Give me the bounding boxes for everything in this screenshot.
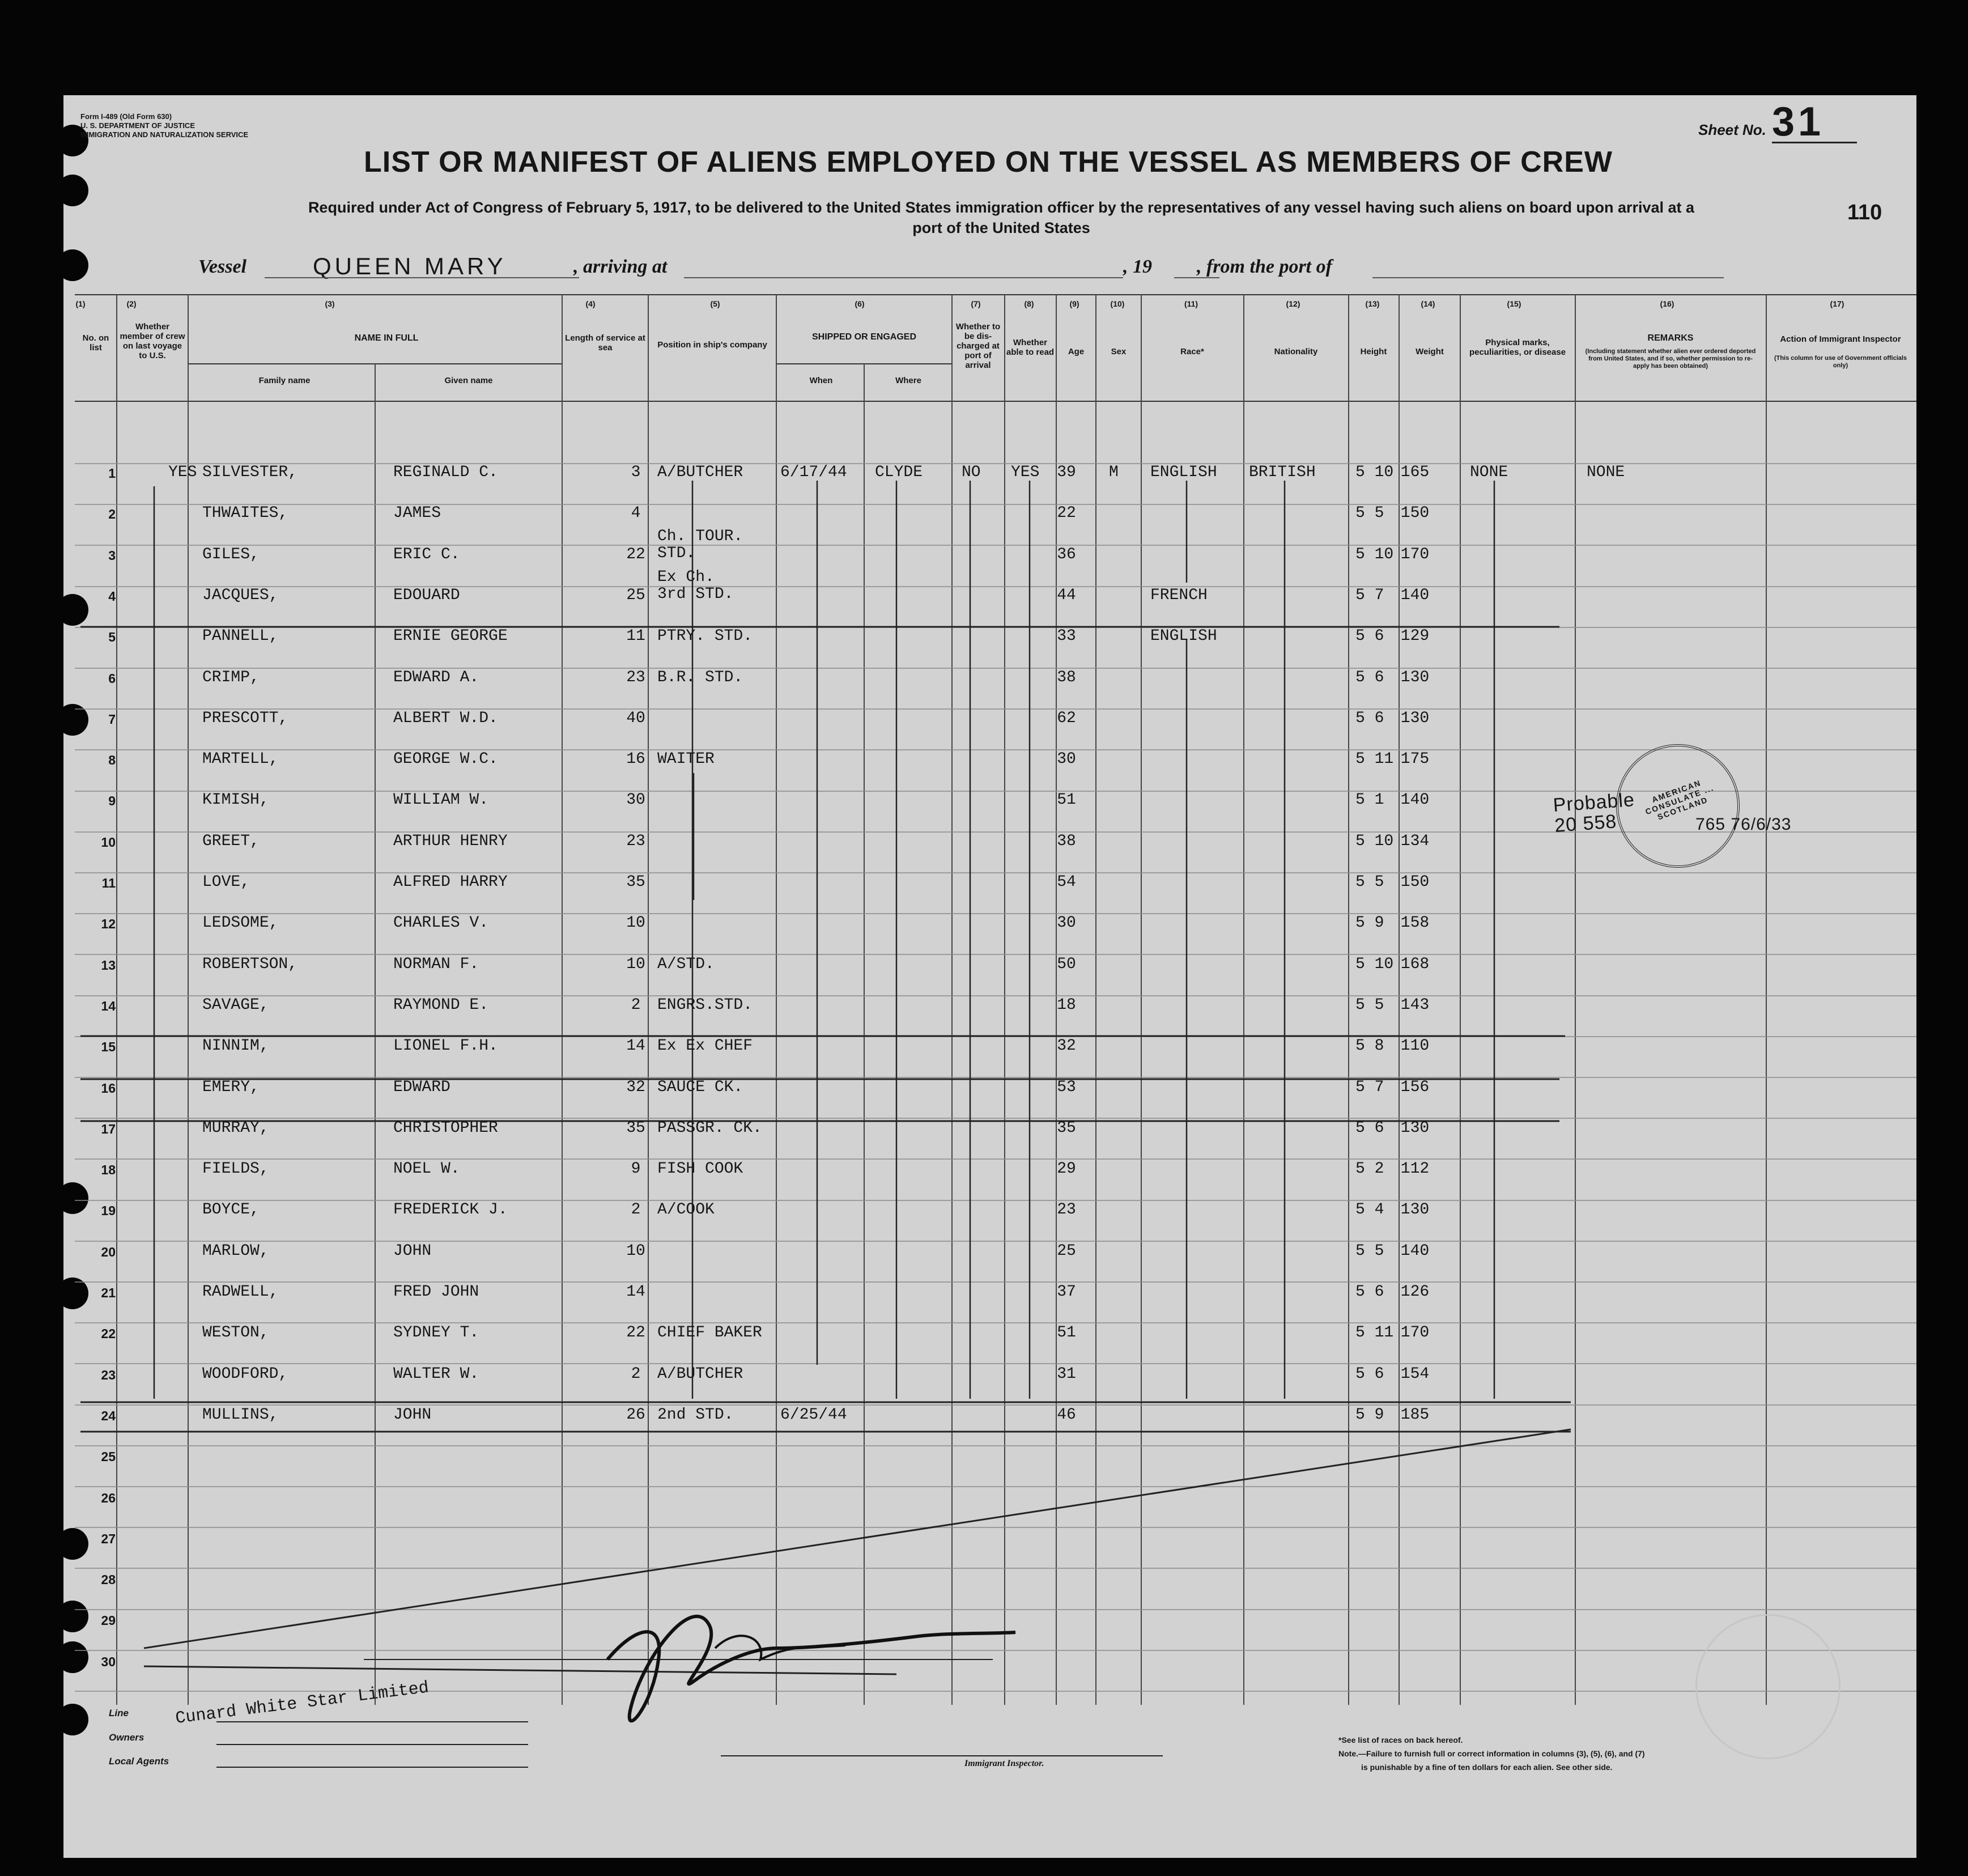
age: 18 <box>1057 996 1076 1014</box>
header-given-name: Given name <box>444 376 493 385</box>
given-name: RAYMOND E. <box>393 996 489 1014</box>
discharged: NO <box>962 464 981 481</box>
header-shipped-engaged: SHIPPED OR ENGAGED <box>811 332 917 342</box>
given-name: SYDNEY T. <box>393 1324 479 1342</box>
row-number: 18 <box>101 1162 116 1177</box>
weight: 140 <box>1400 791 1430 809</box>
given-name: REGINALD C. <box>393 464 498 481</box>
weight: 158 <box>1400 914 1430 932</box>
family-name: MARLOW, <box>202 1242 269 1260</box>
age: 44 <box>1057 587 1076 604</box>
row-number: 23 <box>101 1368 116 1382</box>
column-number: (15) <box>1507 299 1521 308</box>
family-name: RADWELL, <box>202 1283 279 1301</box>
given-name: WALTER W. <box>393 1365 479 1383</box>
row-number: 28 <box>101 1572 116 1587</box>
height: 5 5 <box>1355 873 1384 891</box>
age: 38 <box>1057 833 1076 850</box>
weight: 130 <box>1400 1119 1430 1137</box>
header-remarks: REMARKS <box>1647 333 1694 343</box>
given-name: JOHN <box>393 1242 432 1260</box>
height: 5 8 <box>1355 1037 1384 1055</box>
row-number: 2 <box>108 507 116 521</box>
family-name: GILES, <box>202 546 260 563</box>
header-no-on-list: No. on list <box>82 333 109 353</box>
given-name: EDOUARD <box>393 587 460 604</box>
row-number: 25 <box>101 1449 116 1464</box>
header-when: When <box>809 376 833 385</box>
inspector-label: Immigrant Inspector. <box>964 1759 1044 1768</box>
header-member-crew: Whether member of crew on last voyage to U.S. <box>120 322 185 360</box>
sheet-label: Sheet No. <box>1698 121 1766 138</box>
header-weight: Weight <box>1416 347 1444 356</box>
row-number: 30 <box>101 1654 116 1669</box>
race: ENGLISH <box>1150 627 1217 645</box>
shipped-when: 6/17/44 <box>780 464 847 481</box>
given-name: NOEL W. <box>393 1160 460 1178</box>
weight: 129 <box>1400 627 1430 645</box>
header-height: Height <box>1360 347 1387 356</box>
row-number: 26 <box>101 1491 116 1505</box>
column-number: (13) <box>1365 299 1380 308</box>
family-name: LEDSOME, <box>202 914 279 932</box>
age: 37 <box>1057 1283 1076 1301</box>
column-number: (12) <box>1286 299 1300 308</box>
age: 25 <box>1057 1242 1076 1260</box>
row-number: 16 <box>101 1081 116 1096</box>
row-number: 14 <box>101 999 116 1013</box>
row-number: 4 <box>108 589 116 604</box>
position: SAUCE CK. <box>657 1079 743 1096</box>
header-age: Age <box>1068 347 1085 356</box>
weight: 150 <box>1400 873 1430 891</box>
page-title: LIST OR MANIFEST OF ALIENS EMPLOYED ON THE VESSEL AS MEMBERS OF CREW <box>364 146 1613 179</box>
height: 5 1 <box>1355 791 1384 809</box>
weight: 140 <box>1400 1242 1430 1260</box>
length-of-service: 10 <box>626 1242 645 1260</box>
header-length-service: Length of service at sea <box>565 333 645 353</box>
owners-value: Cunard White Star Limited <box>174 1678 430 1729</box>
length-of-service: 10 <box>626 956 645 973</box>
row-number: 19 <box>101 1203 116 1218</box>
row-number: 24 <box>101 1408 116 1423</box>
family-name: BOYCE, <box>202 1201 260 1219</box>
column-number: (3) <box>325 299 335 308</box>
header-sex: Sex <box>1111 347 1127 356</box>
column-number: (6) <box>855 299 865 308</box>
length-of-service: 26 <box>626 1406 645 1424</box>
column-number: (16) <box>1660 299 1674 308</box>
position: STD. <box>657 545 696 562</box>
length-of-service: 9 <box>631 1160 641 1178</box>
family-name: KIMISH, <box>202 791 269 809</box>
family-name: MARTELL, <box>202 750 279 768</box>
weight: 168 <box>1400 956 1430 973</box>
row-number: 22 <box>101 1326 116 1341</box>
height: 5 6 <box>1355 710 1384 727</box>
height: 5 6 <box>1355 669 1384 686</box>
age: 46 <box>1057 1406 1076 1424</box>
weight: 170 <box>1400 1324 1430 1342</box>
given-name: JAMES <box>393 504 441 522</box>
position: PTRY. STD. <box>657 627 753 645</box>
column-number: (2) <box>126 299 137 308</box>
row-number: 29 <box>101 1613 116 1628</box>
given-name: ERNIE GEORGE <box>393 627 508 645</box>
height: 5 5 <box>1355 504 1384 522</box>
header-physical-marks: Physical marks, peculiarities, or disease <box>1469 338 1566 357</box>
position: Ch. TOUR. <box>657 528 743 545</box>
given-name: FREDERICK J. <box>393 1201 508 1219</box>
page-code: 110 <box>1847 201 1882 224</box>
header-action-note: (This column for use of Government officials only) <box>1774 355 1907 369</box>
nationality: BRITISH <box>1249 464 1316 481</box>
physical-marks: NONE <box>1470 464 1508 481</box>
height: 5 10 <box>1355 956 1394 973</box>
height: 5 6 <box>1355 627 1384 645</box>
given-name: FRED JOHN <box>393 1283 479 1301</box>
row-number: 12 <box>101 916 116 931</box>
header-remarks-note: (Including statement whether alien ever ordered deported from United States, and if so, whether permission to re-apply has been obtained) <box>1585 348 1756 370</box>
row-number: 10 <box>101 835 116 850</box>
page-subtitle: Required under Act of Congress of February 5, 1917, to be delivered to the United States immigration officer by the representatives of any vessel having such aliens on board upon arrival at a port of the United States <box>308 199 1695 236</box>
line-label: Line <box>109 1708 129 1718</box>
weight: 112 <box>1400 1160 1430 1178</box>
length-of-service: 25 <box>626 587 645 604</box>
manifest-sheet <box>63 95 1916 1858</box>
weight: 165 <box>1400 464 1430 481</box>
height: 5 7 <box>1355 587 1384 604</box>
length-of-service: 3 <box>631 464 641 481</box>
row-number: 5 <box>108 630 116 644</box>
row-number: 13 <box>101 958 116 973</box>
arriving-label: , arriving at <box>573 256 668 277</box>
family-name: SILVESTER, <box>202 464 298 481</box>
height: 5 11 <box>1355 750 1394 768</box>
position: PASSGR. CK. <box>657 1119 762 1137</box>
weight: 134 <box>1400 833 1430 850</box>
length-of-service: 2 <box>631 1201 641 1219</box>
family-name: MULLINS, <box>202 1406 279 1424</box>
given-name: GEORGE W.C. <box>393 750 498 768</box>
weight: 156 <box>1400 1079 1430 1096</box>
header-nationality: Nationality <box>1274 347 1318 356</box>
column-number: (8) <box>1024 299 1034 308</box>
age: 39 <box>1057 464 1076 481</box>
age: 50 <box>1057 956 1076 973</box>
length-of-service: 2 <box>631 1365 641 1383</box>
from-port-label: , from the port of <box>1197 256 1332 277</box>
shipped-where: CLYDE <box>875 464 923 481</box>
form-identifier: Form I-489 (Old Form 630) U. S. DEPARTMENT OF JUSTICE IMMIGRATION AND NATURALIZATION SERVICE <box>80 112 249 139</box>
position: A/COOK <box>657 1201 715 1219</box>
given-name: WILLIAM W. <box>393 791 489 809</box>
column-number: (1) <box>75 299 86 308</box>
row-number: 3 <box>108 548 116 563</box>
age: 51 <box>1057 1324 1076 1342</box>
height: 5 9 <box>1355 1406 1384 1424</box>
row-number: 8 <box>108 753 116 767</box>
family-name: CRIMP, <box>202 669 260 686</box>
given-name: CHRISTOPHER <box>393 1119 498 1137</box>
position: ENGRS.STD. <box>657 996 753 1014</box>
height: 5 4 <box>1355 1201 1384 1219</box>
row-number: 11 <box>101 876 116 890</box>
weight: 130 <box>1400 669 1430 686</box>
age: 36 <box>1057 546 1076 563</box>
age: 23 <box>1057 1201 1076 1219</box>
age: 31 <box>1057 1365 1076 1383</box>
race: ENGLISH <box>1150 464 1217 481</box>
column-number: (10) <box>1110 299 1125 308</box>
age: 38 <box>1057 669 1076 686</box>
length-of-service: 30 <box>626 791 645 809</box>
column-number: (7) <box>971 299 981 308</box>
given-name: EDWARD <box>393 1079 450 1096</box>
consulate-stamp: AMERICAN CONSULATE ... SCOTLAND <box>1616 744 1740 868</box>
length-of-service: 14 <box>626 1283 645 1301</box>
weight: 150 <box>1400 504 1430 522</box>
header-action: Action of Immigrant Inspector <box>1780 334 1901 344</box>
agents-label: Local Agents <box>109 1756 169 1767</box>
length-of-service: 35 <box>626 873 645 891</box>
header-where: Where <box>895 376 921 385</box>
weight: 185 <box>1400 1406 1430 1424</box>
age: 32 <box>1057 1037 1076 1055</box>
weight: 130 <box>1400 1201 1430 1219</box>
height: 5 7 <box>1355 1079 1384 1096</box>
position: A/BUTCHER <box>657 1365 743 1383</box>
age: 30 <box>1057 750 1076 768</box>
given-name: ALBERT W.D. <box>393 710 498 727</box>
height: 5 2 <box>1355 1160 1384 1178</box>
column-number: (17) <box>1830 299 1844 308</box>
length-of-service: 40 <box>626 710 645 727</box>
family-name: EMERY, <box>202 1079 260 1096</box>
height: 5 5 <box>1355 1242 1384 1260</box>
age: 51 <box>1057 791 1076 809</box>
position: CHIEF BAKER <box>657 1324 762 1342</box>
row-number: 15 <box>101 1039 116 1054</box>
age: 53 <box>1057 1079 1076 1096</box>
family-name: LOVE, <box>202 873 250 891</box>
length-of-service: 4 <box>631 504 641 522</box>
position: FISH COOK <box>657 1160 743 1178</box>
handwritten-annotation-number: 765 76/6/33 <box>1695 815 1792 834</box>
family-name: THWAITES, <box>202 504 288 522</box>
position: Ex Ex CHEF <box>657 1037 753 1055</box>
family-name: ROBERTSON, <box>202 956 298 973</box>
age: 30 <box>1057 914 1076 932</box>
family-name: PRESCOTT, <box>202 710 288 727</box>
position: 3rd STD. <box>657 585 734 603</box>
given-name: NORMAN F. <box>393 956 479 973</box>
header-name-in-full: NAME IN FULL <box>354 333 419 343</box>
given-name: JOHN <box>393 1406 432 1424</box>
given-name: LIONEL F.H. <box>393 1037 498 1055</box>
family-name: PANNELL, <box>202 627 279 645</box>
position: A/BUTCHER <box>657 464 743 481</box>
age: 29 <box>1057 1160 1076 1178</box>
age: 22 <box>1057 504 1076 522</box>
crew-status: YES <box>168 464 197 481</box>
position: WAITER <box>657 750 715 768</box>
height: 5 6 <box>1355 1365 1384 1383</box>
position: B.R. STD. <box>657 669 743 686</box>
height: 5 10 <box>1355 546 1394 563</box>
length-of-service: 32 <box>626 1079 645 1096</box>
given-name: EDWARD A. <box>393 669 479 686</box>
vessel-name: QUEEN MARY <box>313 253 507 279</box>
row-number: 7 <box>108 712 116 727</box>
weight: 130 <box>1400 710 1430 727</box>
given-name: ERIC C. <box>393 546 460 563</box>
length-of-service: 11 <box>626 627 645 645</box>
family-name: SAVAGE, <box>202 996 269 1014</box>
sex: M <box>1109 464 1119 481</box>
column-number: (9) <box>1069 299 1079 308</box>
header-race: Race* <box>1180 347 1204 356</box>
handwritten-annotation: Probable 20 558 <box>1552 789 1636 837</box>
position: 2nd STD. <box>657 1406 734 1424</box>
weight: 175 <box>1400 750 1430 768</box>
height: 5 11 <box>1355 1324 1394 1342</box>
header-discharged: Whether to be dis- charged at port of arrival <box>955 322 1001 370</box>
column-number: (5) <box>710 299 720 308</box>
footer-notes: *See list of races on back hereof. Note.—Failure to furnish full or correct information in columns (3), (5), (6), and (7) is punishable by a fine of ten dollars for each alien. See other side. <box>1338 1735 1645 1772</box>
owners-label: Owners <box>109 1732 144 1743</box>
position: Ex Ch. <box>657 568 715 586</box>
row-number: 1 <box>108 466 116 481</box>
height: 5 9 <box>1355 914 1384 932</box>
length-of-service: 35 <box>626 1119 645 1137</box>
sheet-number: 31 <box>1772 102 1857 143</box>
height: 5 10 <box>1355 833 1394 850</box>
length-of-service: 23 <box>626 833 645 850</box>
age: 35 <box>1057 1119 1076 1137</box>
able-to-read: YES <box>1011 464 1040 481</box>
vessel-label: Vessel <box>198 256 246 277</box>
row-number: 17 <box>101 1122 116 1136</box>
length-of-service: 22 <box>626 546 645 563</box>
height: 5 10 <box>1355 464 1394 481</box>
length-of-service: 16 <box>626 750 645 768</box>
row-number: 6 <box>108 671 116 686</box>
family-name: GREET, <box>202 833 260 850</box>
row-number: 20 <box>101 1245 116 1259</box>
weight: 143 <box>1400 996 1430 1014</box>
position: A/STD. <box>657 956 715 973</box>
header-family-name: Family name <box>258 376 311 385</box>
weight: 170 <box>1400 546 1430 563</box>
length-of-service: 10 <box>626 914 645 932</box>
column-number: (4) <box>585 299 596 308</box>
family-name: FIELDS, <box>202 1160 269 1178</box>
length-of-service: 23 <box>626 669 645 686</box>
weight: 110 <box>1400 1037 1430 1055</box>
header-position: Position in ship's company <box>657 340 767 350</box>
header-able-read: Whether able to read <box>1006 338 1055 357</box>
shipped-when: 6/25/44 <box>780 1406 847 1424</box>
height: 5 6 <box>1355 1283 1384 1301</box>
family-name: WOODFORD, <box>202 1365 288 1383</box>
given-name: ALFRED HARRY <box>393 873 508 891</box>
remarks: NONE <box>1587 464 1625 481</box>
length-of-service: 2 <box>631 996 641 1014</box>
year-label: , 19 <box>1123 256 1152 277</box>
height: 5 5 <box>1355 996 1384 1014</box>
column-number: (11) <box>1184 299 1198 308</box>
family-name: NINNIM, <box>202 1037 269 1055</box>
weight: 140 <box>1400 587 1430 604</box>
family-name: JACQUES, <box>202 587 279 604</box>
column-number: (14) <box>1421 299 1435 308</box>
given-name: CHARLES V. <box>393 914 489 932</box>
weight: 154 <box>1400 1365 1430 1383</box>
row-number: 9 <box>108 793 116 808</box>
family-name: MURRAY, <box>202 1119 269 1137</box>
height: 5 6 <box>1355 1119 1384 1137</box>
given-name: ARTHUR HENRY <box>393 833 508 850</box>
race: FRENCH <box>1150 587 1208 604</box>
weight: 126 <box>1400 1283 1430 1301</box>
length-of-service: 22 <box>626 1324 645 1342</box>
age: 54 <box>1057 873 1076 891</box>
age: 62 <box>1057 710 1076 727</box>
length-of-service: 14 <box>626 1037 645 1055</box>
row-number: 27 <box>101 1531 116 1546</box>
age: 33 <box>1057 627 1076 645</box>
row-number: 21 <box>101 1285 116 1300</box>
family-name: WESTON, <box>202 1324 269 1342</box>
